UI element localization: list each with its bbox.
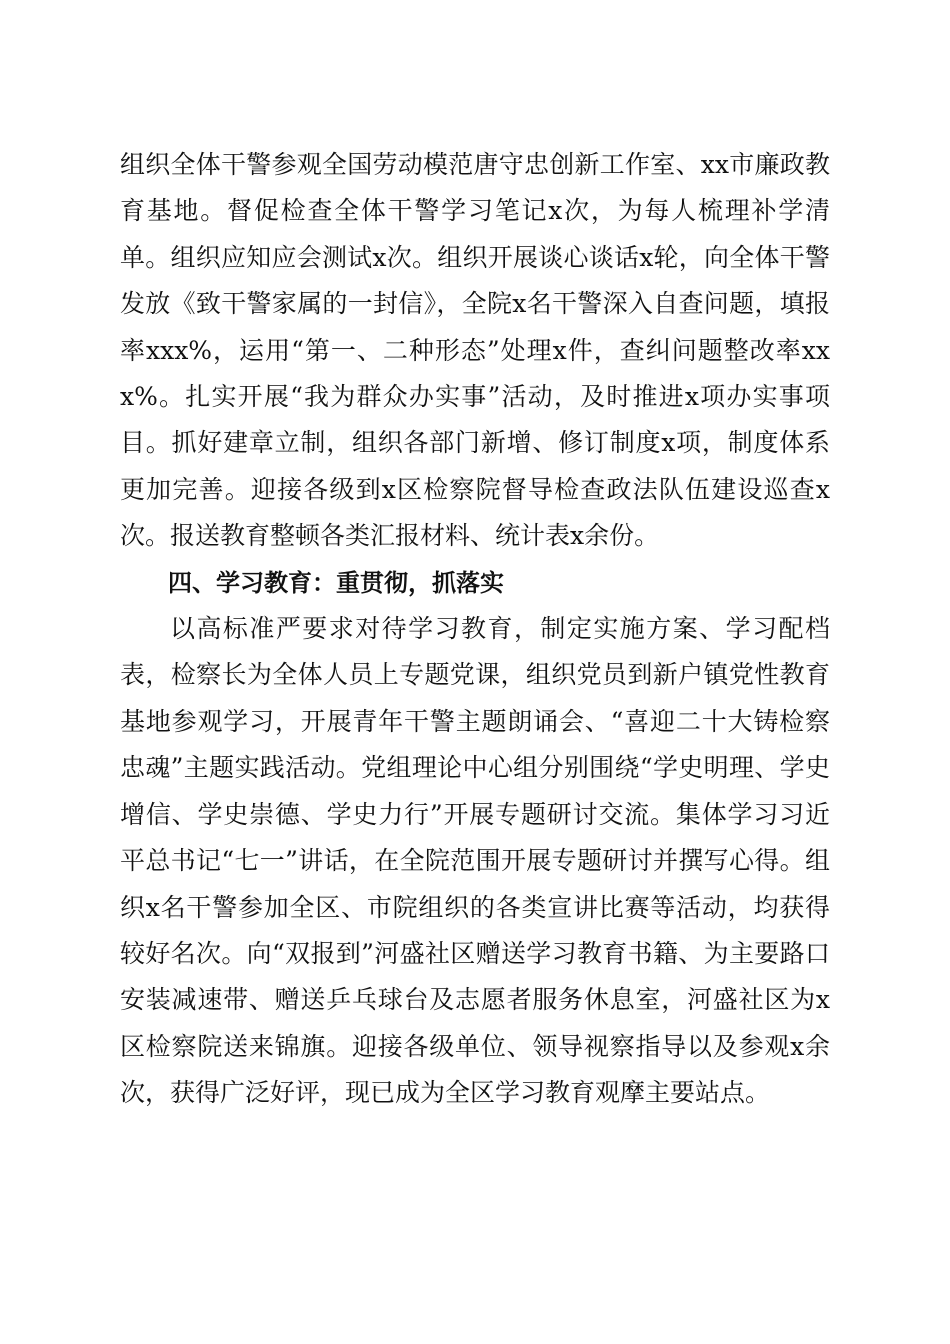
paragraph-section-four: 以高标准严要求对待学习教育，制定实施方案、学习配档表，检察长为全体人员上专题党课，组织党员到新户镇党性教育基地参观学习，开展青年干警主题朗诵会、“喜迎二十大铸检察忠魂”主题实践活动。党组理论中心组分别围绕“学史明理、学史增信、学史崇德、学史力行”开展专题研讨交流。集体学习习近平总书记“七一”讲话，在全院范围开展专题研讨并撰写心得。组织x名干警参加全区、市院组织的各类宣讲比赛等活动，均获得较好名次。向“双报到”河盛社区赠送学习教育书籍、为主要路口安装减速带、赠送乒乓球台及志愿者服务休息室，河盛社区为x区检察院送来锦旗。迎接各级单位、领导视察指导以及参观x余次，获得广泛好评，现已成为全区学习教育观摩主要站点。	[120, 614, 830, 1108]
paragraph-continued: 组织全体干警参观全国劳动模范唐守忠创新工作室、xx市廉政教育基地。督促检查全体干警学习笔记x次，为每人梳理补学清单。组织应知应会测试x次。组织开展谈心谈话x轮，向全体干警发放《致干警家属的一封信》，全院x名干警深入自查问题，填报率xxx%，运用“第一、二种形态”处理x件，查纠问题整改率xxx%。扎实开展“我为群众办实事”活动，及时推进x项办实事项目。抓好建章立制，组织各部门新增、修订制度x项，制度体系更加完善。迎接各级到x区检察院督导检查政法队伍建设巡查x次。报送教育整顿各类汇报材料、统计表x余份。	[120, 150, 830, 551]
section-heading: 四、学习教育：重贯彻，抓落实	[168, 568, 504, 597]
document-body	[120, 142, 830, 1117]
